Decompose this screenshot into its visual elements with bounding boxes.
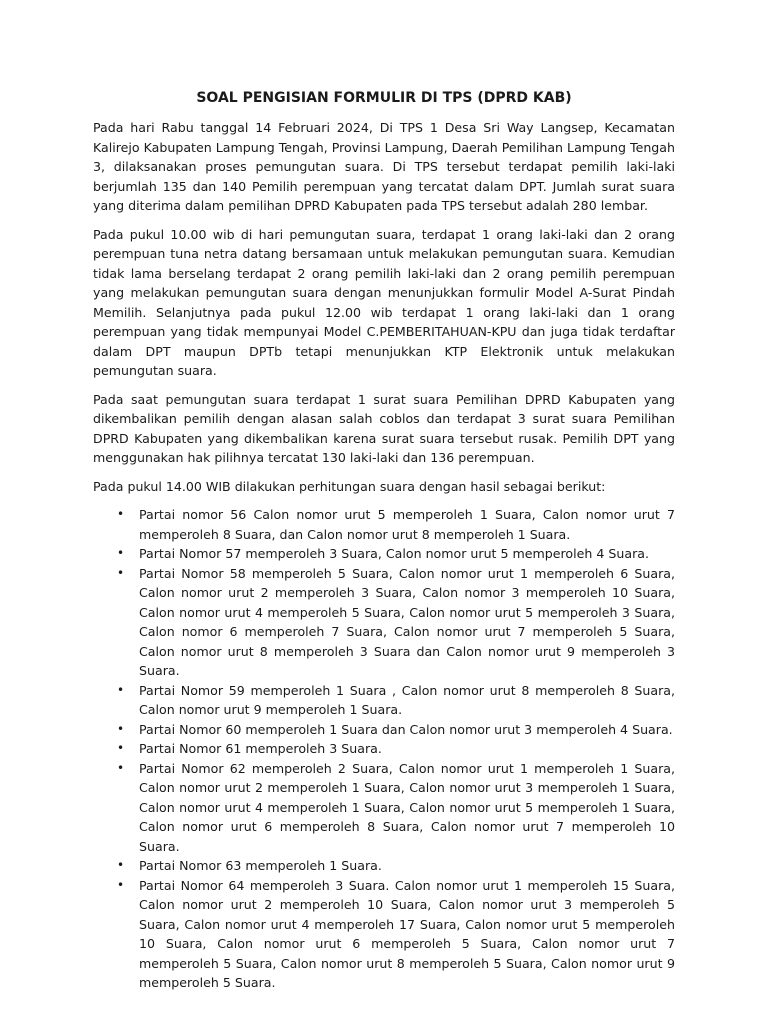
bullet-icon: • (117, 760, 125, 775)
list-item-text: Partai Nomor 59 memperoleh 1 Suara , Calon nomor urut 8 memperoleh 8 Suara, Calon nomor urut 9 memperoleh 1 Suara. (139, 682, 675, 717)
paragraph-election-setup: Pada hari Rabu tanggal 14 Februari 2024, Di TPS 1 Desa Sri Way Langsep, Kecamatan Kalirejo Kabupaten Lampung Tengah, Provinsi Lampung, Daerah Pemilihan Lampung Tengah 3, dilaksanakan proses pemungutan suara. Di TPS tersebut terdapat pemilih laki-laki berjumlah 135 dan 140 Pemilih perempuan yang tercatat dalam DPT. Jumlah surat suara yang diterima dalam pemilihan DPRD Kabupaten pada TPS tersebut adalah 280 lembar. (93, 120, 675, 213)
bullet-icon: • (117, 741, 125, 755)
paragraph-voting-events: Pada pukul 10.00 wib di hari pemungutan suara, terdapat 1 orang laki-laki dan 2 orang perempuan tuna netra datang bersamaan untuk melakukan pemungutan suara. Kemudian tidak lama berselang terdapat 2 orang pemilih laki-laki dan 2 orang pemilih perempuan yang melakukan pemungutan suara dengan menunjukkan formulir Model A-Surat Pindah Memilih. Selanjutnya pada pukul 12.00 wib terdapat 1 orang laki-laki dan 1 orang perempuan yang tidak mempunyai Model C.PEMBERITAHUAN-KPU dan juga tidak terdaftar dalam DPT maupun DPTb tetapi menunjukkan KTP Elektronik untuk melakukan pemungutan suara. (93, 226, 675, 378)
paragraph-count-intro: Pada pukul 14.00 WIB dilakukan perhitungan suara dengan hasil sebagai berikut: (93, 478, 606, 494)
list-item-text: Partai nomor 56 Calon nomor urut 5 memperoleh 1 Suara, Calon nomor urut 7 memperoleh 8 Suara, dan Calon nomor urut 8 memperoleh 1 Suara. (139, 507, 675, 542)
list-item (93, 564, 675, 681)
list-item-text: Partai Nomor 60 memperoleh 1 Suara dan Calon nomor urut 3 memperoleh 4 Suara. (139, 721, 673, 737)
list-item (93, 720, 675, 740)
document-title: SOAL PENGISIAN FORMULIR DI TPS (DPRD KAB) (196, 90, 572, 106)
bullet-icon: • (117, 877, 125, 892)
list-item (93, 856, 675, 876)
list-item (93, 876, 675, 993)
list-item (93, 739, 675, 759)
list-item-text: Partai Nomor 61 memperoleh 3 Suara. (139, 741, 382, 756)
list-item-text: Partai Nomor 64 memperoleh 3 Suara. Calon nomor urut 1 memperoleh 15 Suara, Calon nomor urut 2 memperoleh 10 Suara, Calon nomor urut 3 memperoleh 5 Suara, Calon nomor urut 4 memperoleh 17 Suara, Calon nomor urut 5 memperoleh 10 Suara, Calon nomor urut 6 memperoleh 5 Suara, Calon nomor urut 7 memperoleh 5 Suara, Calon nomor urut 8 memperoleh 5 Suara, Calon nomor urut 9 memperoleh 5 Suara. (139, 877, 675, 990)
list-item-text: Partai Nomor 57 memperoleh 3 Suara, Calon nomor urut 5 memperoleh 4 Suara. (139, 546, 649, 561)
list-item (93, 759, 675, 857)
list-item-text: Partai Nomor 58 memperoleh 5 Suara, Calon nomor urut 1 memperoleh 6 Suara, Calon nomor urut 2 memperoleh 3 Suara, Calon nomor 3 memperoleh 10 Suara, Calon nomor urut 4 memperoleh 5 Suara, Calon nomor urut 5 memperoleh 3 Suara, Calon nomor 6 memperoleh 7 Suara, Calon nomor urut 7 memperoleh 5 Suara, Calon nomor urut 8 memperoleh 3 Suara dan Calon nomor urut 9 memperoleh 3 Suara. (139, 565, 675, 678)
bullet-icon: • (117, 565, 125, 580)
results-list (93, 505, 675, 993)
list-item-text: Partai Nomor 63 memperoleh 1 Suara. (139, 858, 382, 873)
bullet-icon: • (117, 721, 125, 736)
list-item-text: Partai Nomor 62 memperoleh 2 Suara, Calon nomor urut 1 memperoleh 1 Suara, Calon nomor urut 2 memperoleh 1 Suara, Calon nomor urut 3 memperoleh 1 Suara, Calon nomor urut 4 memperoleh 1 Suara, Calon nomor urut 5 memperoleh 1 Suara, Calon nomor urut 6 memperoleh 8 Suara, Calon nomor urut 7 memperoleh 10 Suara. (139, 760, 675, 854)
bullet-icon: • (117, 682, 125, 697)
bullet-icon: • (117, 858, 125, 872)
bullet-icon: • (117, 507, 125, 521)
bullet-icon: • (117, 546, 125, 560)
list-item (93, 681, 675, 720)
paragraph-returned-ballots: Pada saat pemungutan suara terdapat 1 surat suara Pemilihan DPRD Kabupaten yang dikembalikan pemilih dengan alasan salah coblos dan terdapat 3 surat suara Pemilihan DPRD Kabupaten yang dikembalikan karena surat suara tersebut rusak. Pemilih DPT yang menggunakan hak pilihnya tercatat 130 laki-laki dan 136 perempuan. (93, 391, 675, 465)
list-item (93, 544, 675, 564)
list-item (93, 505, 675, 544)
